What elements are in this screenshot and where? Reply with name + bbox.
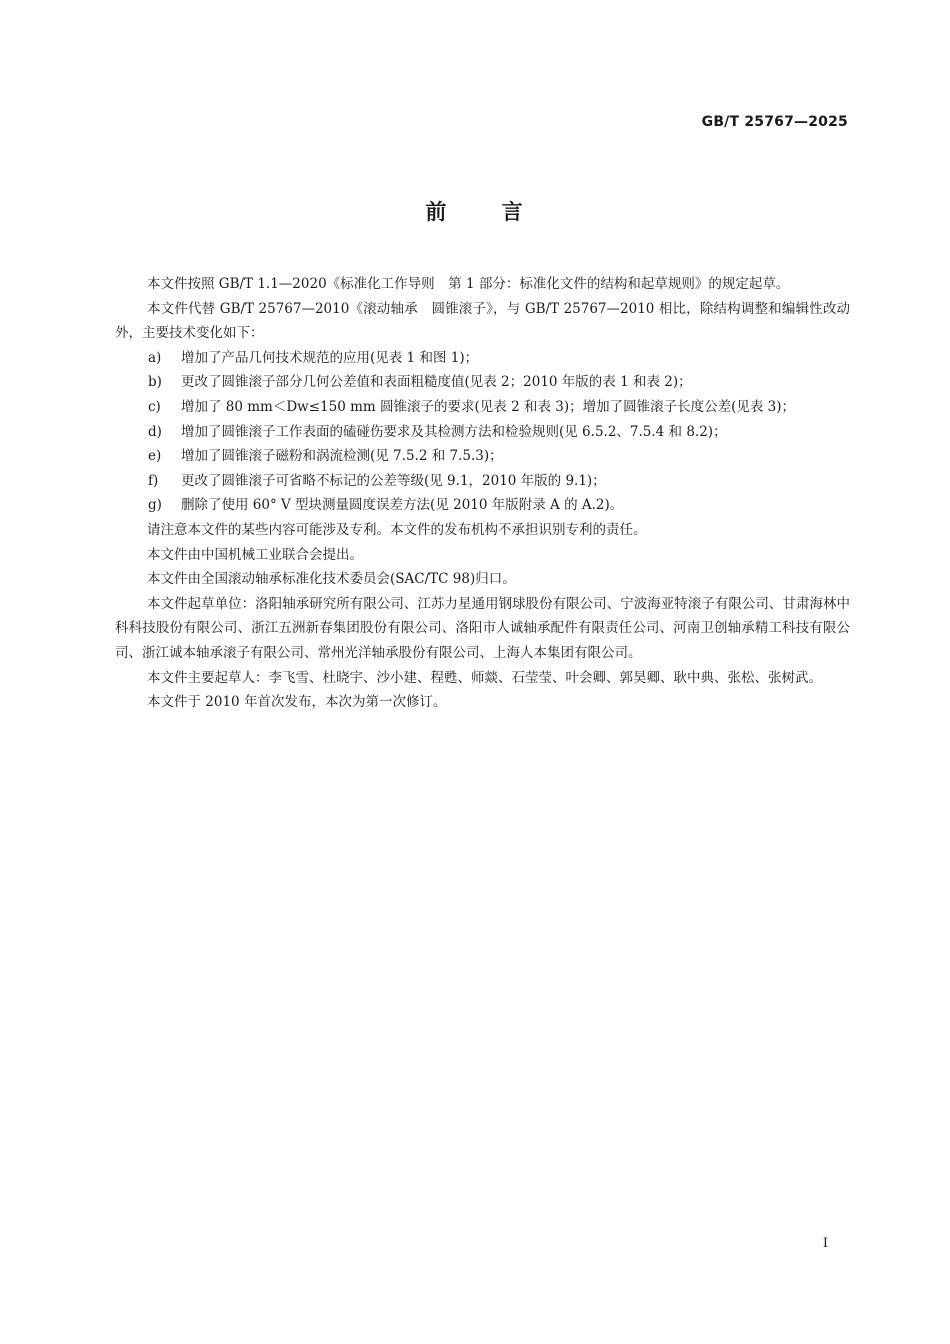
change-text: 增加了圆锥滚子工作表面的磕碰伤要求及其检测方法和检验规则(见 6.5.2、7.5.4 和 8.2)； [181, 423, 727, 440]
change-item-c [115, 395, 850, 420]
list-marker: e) [148, 448, 162, 465]
change-item-a [115, 346, 850, 371]
list-marker: f) [148, 472, 159, 489]
list-marker: a) [148, 349, 162, 366]
paragraph-replacement-note: 本文件代替 GB/T 25767—2010《滚动轴承 圆锥滚子》，与 GB/T 25767—2010 相比，除结构调整和编辑性改动外，主要技术变化如下： [115, 300, 850, 342]
change-item-f [115, 469, 850, 494]
change-text: 增加了 80 mm＜Dw≤150 mm 圆锥滚子的要求(见表 2 和表 3)；增加了圆锥滚子长度公差(见表 3)； [181, 398, 796, 415]
change-item-b [115, 370, 850, 395]
standard-number: GB/T 25767—2025 [701, 114, 848, 130]
page-title: 前 言 [425, 200, 525, 224]
foreword-body [115, 272, 850, 715]
change-item-g [115, 493, 850, 518]
list-marker: c) [148, 398, 161, 415]
change-text: 删除了使用 60° V 型块测量圆度误差方法(见 2010 年版附录 A 的 A.2)。 [181, 497, 624, 514]
list-marker: g) [148, 497, 162, 514]
paragraph-technical-committee: 本文件由全国滚动轴承标准化技术委员会(SAC/TC 98)归口。 [147, 571, 516, 588]
change-item-e [115, 444, 850, 469]
paragraph-patent-notice: 请注意本文件的某些内容可能涉及专利。本文件的发布机构不承担识别专利的责任。 [147, 521, 647, 538]
paragraph-revision-history: 本文件于 2010 年首次发布，本次为第一次修订。 [147, 694, 447, 711]
page-number: I [822, 1236, 828, 1251]
change-text: 更改了圆锥滚子部分几何公差值和表面粗糙度值(见表 2；2010 年版的表 1 和表 2)； [181, 374, 692, 391]
change-item-d [115, 420, 850, 445]
paragraph-drafting-units: 本文件起草单位：洛阳轴承研究所有限公司、江苏力星通用钢球股份有限公司、宁波海亚特滚子有限公司、甘肃海林中科科技股份有限公司、浙江五洲新春集团股份有限公司、洛阳市人诚轴承配件有限责任公司、河南卫创轴承精工科技有限公司、浙江诚本轴承滚子有限公司、常州光洋轴承股份有限公司、上海人本集团有限公司。 [115, 595, 850, 661]
list-marker: b) [148, 374, 162, 391]
list-marker: d) [148, 423, 162, 440]
change-text: 增加了圆锥滚子磁粉和涡流检测(见 7.5.2 和 7.5.3)； [181, 448, 503, 465]
change-text: 更改了圆锥滚子可省略不标记的公差等级(见 9.1，2010 年版的 9.1)； [181, 472, 606, 489]
change-text: 增加了产品几何技术规范的应用(见表 1 和图 1)； [181, 349, 479, 366]
paragraph-drafters: 本文件主要起草人：李飞雪、杜晓宇、沙小建、程甦、师燚、石莹莹、叶会卿、郭昊卿、耿中典、张松、张树武。 [147, 669, 822, 686]
paragraph-drafting-rules: 本文件按照 GB/T 1.1—2020《标准化工作导则 第 1 部分：标准化文件的结构和起草规则》的规定起草。 [147, 276, 790, 292]
paragraph-proposer: 本文件由中国机械工业联合会提出。 [147, 546, 363, 563]
